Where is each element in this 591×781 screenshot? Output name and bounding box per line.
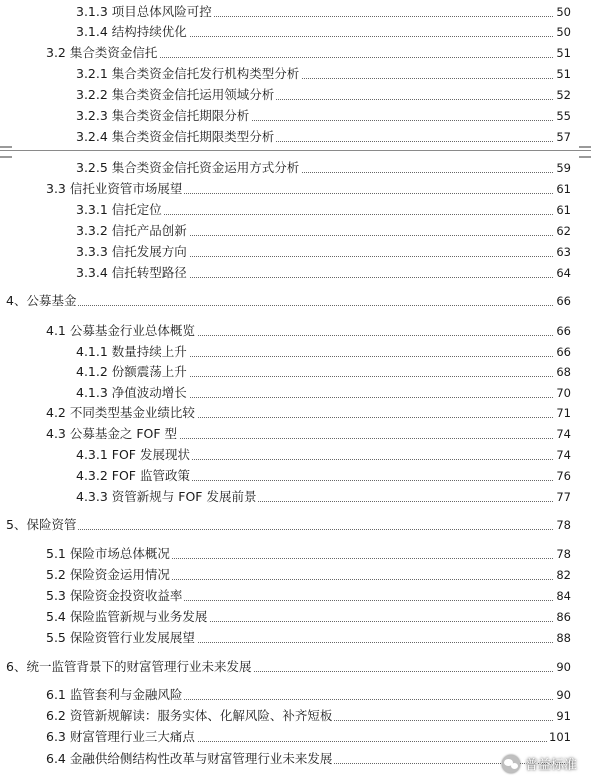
toc-entry-title: 3.3.2 信托产品创新 <box>76 220 189 242</box>
toc-page-number: 61 <box>554 178 571 200</box>
toc-entry-title: 5.5 保险资管行业发展展望 <box>46 627 197 649</box>
toc-entry-title: 5.4 保险监管新规与业务发展 <box>46 606 209 628</box>
toc-entry-title: 5.1 保险市场总体概况 <box>46 543 172 565</box>
toc-entry[interactable] <box>0 220 591 242</box>
toc-page-number: 55 <box>554 105 571 127</box>
toc-entry[interactable] <box>0 564 591 586</box>
toc-entry[interactable] <box>0 157 591 179</box>
toc-entry-title: 5.2 保险资金运用情况 <box>46 564 172 586</box>
toc-entry-title: 4.1.2 份额震荡上升 <box>76 361 189 383</box>
toc-page-number: 51 <box>554 42 571 64</box>
toc-entry-title: 3.2.1 集合类资金信托发行机构类型分析 <box>76 63 301 85</box>
toc-entry-title: 4、公募基金 <box>6 290 78 312</box>
toc-entry-title: 4.3.1 FOF 发展现状 <box>76 444 192 466</box>
toc-leader-dots <box>6 529 571 530</box>
toc-page-number: 50 <box>554 21 571 43</box>
toc-entry[interactable] <box>0 63 591 85</box>
toc-entry[interactable] <box>0 241 591 263</box>
toc-entry-title: 3.1.3 项目总体风险可控 <box>76 1 214 23</box>
toc-entry-title: 4.1.1 数量持续上升 <box>76 341 189 363</box>
toc-entry-title: 4.3 公募基金之 FOF 型 <box>46 423 179 445</box>
toc-leader-dots <box>6 305 571 306</box>
toc-entry[interactable] <box>0 382 591 404</box>
toc-page-number: 52 <box>554 84 571 106</box>
toc-entry[interactable] <box>0 178 591 200</box>
toc-entry[interactable] <box>0 606 591 628</box>
toc-page-number: 76 <box>554 465 571 487</box>
toc-entry[interactable] <box>0 627 591 649</box>
toc-entry[interactable] <box>0 726 591 748</box>
toc-entry[interactable] <box>0 543 591 565</box>
toc-entry-title: 3.3.3 信托发展方向 <box>76 241 189 263</box>
toc-entry-title: 5.3 保险资金投资收益率 <box>46 585 184 607</box>
toc-entry[interactable] <box>0 465 591 487</box>
toc-entry-title: 6.2 资管新规解读：服务实体、化解风险、补齐短板 <box>46 705 334 727</box>
toc-page-number: 91 <box>554 705 571 727</box>
toc-page-number: 66 <box>554 341 571 363</box>
page-break-left-marker <box>0 146 12 158</box>
toc-entry[interactable] <box>0 262 591 284</box>
toc-page-number: 70 <box>554 382 571 404</box>
toc-page-number: 66 <box>554 290 571 312</box>
toc-page-number: 51 <box>554 63 571 85</box>
toc-entry-title: 6、统一监管背景下的财富管理行业未来发展 <box>6 656 253 678</box>
toc-entry[interactable] <box>0 290 591 312</box>
toc-page-number: 68 <box>554 361 571 383</box>
toc-entry[interactable] <box>0 514 591 536</box>
toc-page-number: 57 <box>554 126 571 148</box>
watermark <box>502 754 577 773</box>
toc-entry[interactable] <box>0 126 591 148</box>
toc-entry-title: 3.3 信托业资管市场展望 <box>46 178 184 200</box>
toc-entry-title: 3.1.4 结构持续优化 <box>76 21 189 43</box>
toc-page-number: 64 <box>554 262 571 284</box>
toc-entry[interactable] <box>0 684 591 706</box>
toc-page-number: 84 <box>554 585 571 607</box>
toc-page-number: 88 <box>554 627 571 649</box>
toc-page-number: 78 <box>554 514 571 536</box>
toc-page-number: 74 <box>554 423 571 445</box>
page-break-separator <box>0 148 591 154</box>
toc-entry-title: 3.2.5 集合类资金信托资金运用方式分析 <box>76 157 301 179</box>
toc-page-number: 78 <box>554 543 571 565</box>
toc-page-number: 101 <box>547 726 571 748</box>
toc-entry[interactable] <box>0 1 591 23</box>
toc-entry[interactable] <box>0 656 591 678</box>
toc-page-number: 86 <box>554 606 571 628</box>
page-break-right-marker <box>579 146 591 158</box>
toc-entry[interactable] <box>0 585 591 607</box>
toc-entry-title: 4.3.3 资管新规与 FOF 发展前景 <box>76 486 258 508</box>
toc-entry[interactable] <box>0 199 591 221</box>
toc-entry-title: 4.3.2 FOF 监管政策 <box>76 465 192 487</box>
toc-entry[interactable] <box>0 42 591 64</box>
toc-page-number: 90 <box>554 656 571 678</box>
toc-page-number: 50 <box>554 1 571 23</box>
toc-entry[interactable] <box>0 341 591 363</box>
toc-entry[interactable] <box>0 105 591 127</box>
toc-page-number: 63 <box>554 241 571 263</box>
toc-entry[interactable] <box>0 402 591 424</box>
toc-page-number: 82 <box>554 564 571 586</box>
toc-entry-title: 3.2.2 集合类资金信托运用领域分析 <box>76 84 276 106</box>
toc-entry-title: 4.1.3 净值波动增长 <box>76 382 189 404</box>
toc-entry[interactable] <box>0 320 591 342</box>
toc-entry-title: 6.1 监管套利与金融风险 <box>46 684 184 706</box>
toc-page-number: 66 <box>554 320 571 342</box>
toc-entry-title: 3.2 集合类资金信托 <box>46 42 159 64</box>
toc-page-number: 90 <box>554 684 571 706</box>
toc-entry[interactable] <box>0 444 591 466</box>
watermark-text: 普益标准 <box>524 758 577 773</box>
toc-entry-title: 6.3 财富管理行业三大痛点 <box>46 726 197 748</box>
toc-entry[interactable] <box>0 705 591 727</box>
toc-entry-title: 3.3.1 信托定位 <box>76 199 164 221</box>
toc-page-number: 62 <box>554 220 571 242</box>
toc-entry[interactable] <box>0 21 591 43</box>
toc-page-number: 74 <box>554 444 571 466</box>
toc-page-number: 61 <box>554 199 571 221</box>
toc-entry[interactable] <box>0 361 591 383</box>
toc-entry-title: 4.1 公募基金行业总体概览 <box>46 320 197 342</box>
toc-entry-title: 3.2.4 集合类资金信托期限类型分析 <box>76 126 276 148</box>
page-break-line <box>0 150 591 151</box>
toc-entry-title: 5、保险资管 <box>6 514 78 536</box>
toc-entry[interactable] <box>0 423 591 445</box>
toc-entry-title: 4.2 不同类型基金业绩比较 <box>46 402 197 424</box>
toc-entry-title: 3.3.4 信托转型路径 <box>76 262 189 284</box>
toc-entry-title: 6.4 金融供给侧结构性改革与财富管理行业未来发展 <box>46 748 334 770</box>
wechat-icon <box>502 755 520 773</box>
toc-entry[interactable] <box>0 486 591 508</box>
toc-entry-title: 3.2.3 集合类资金信托期限分析 <box>76 105 251 127</box>
toc-entry[interactable] <box>0 84 591 106</box>
toc-page-number: 59 <box>554 157 571 179</box>
toc-page-number: 71 <box>554 402 571 424</box>
toc-page-number: 77 <box>554 486 571 508</box>
